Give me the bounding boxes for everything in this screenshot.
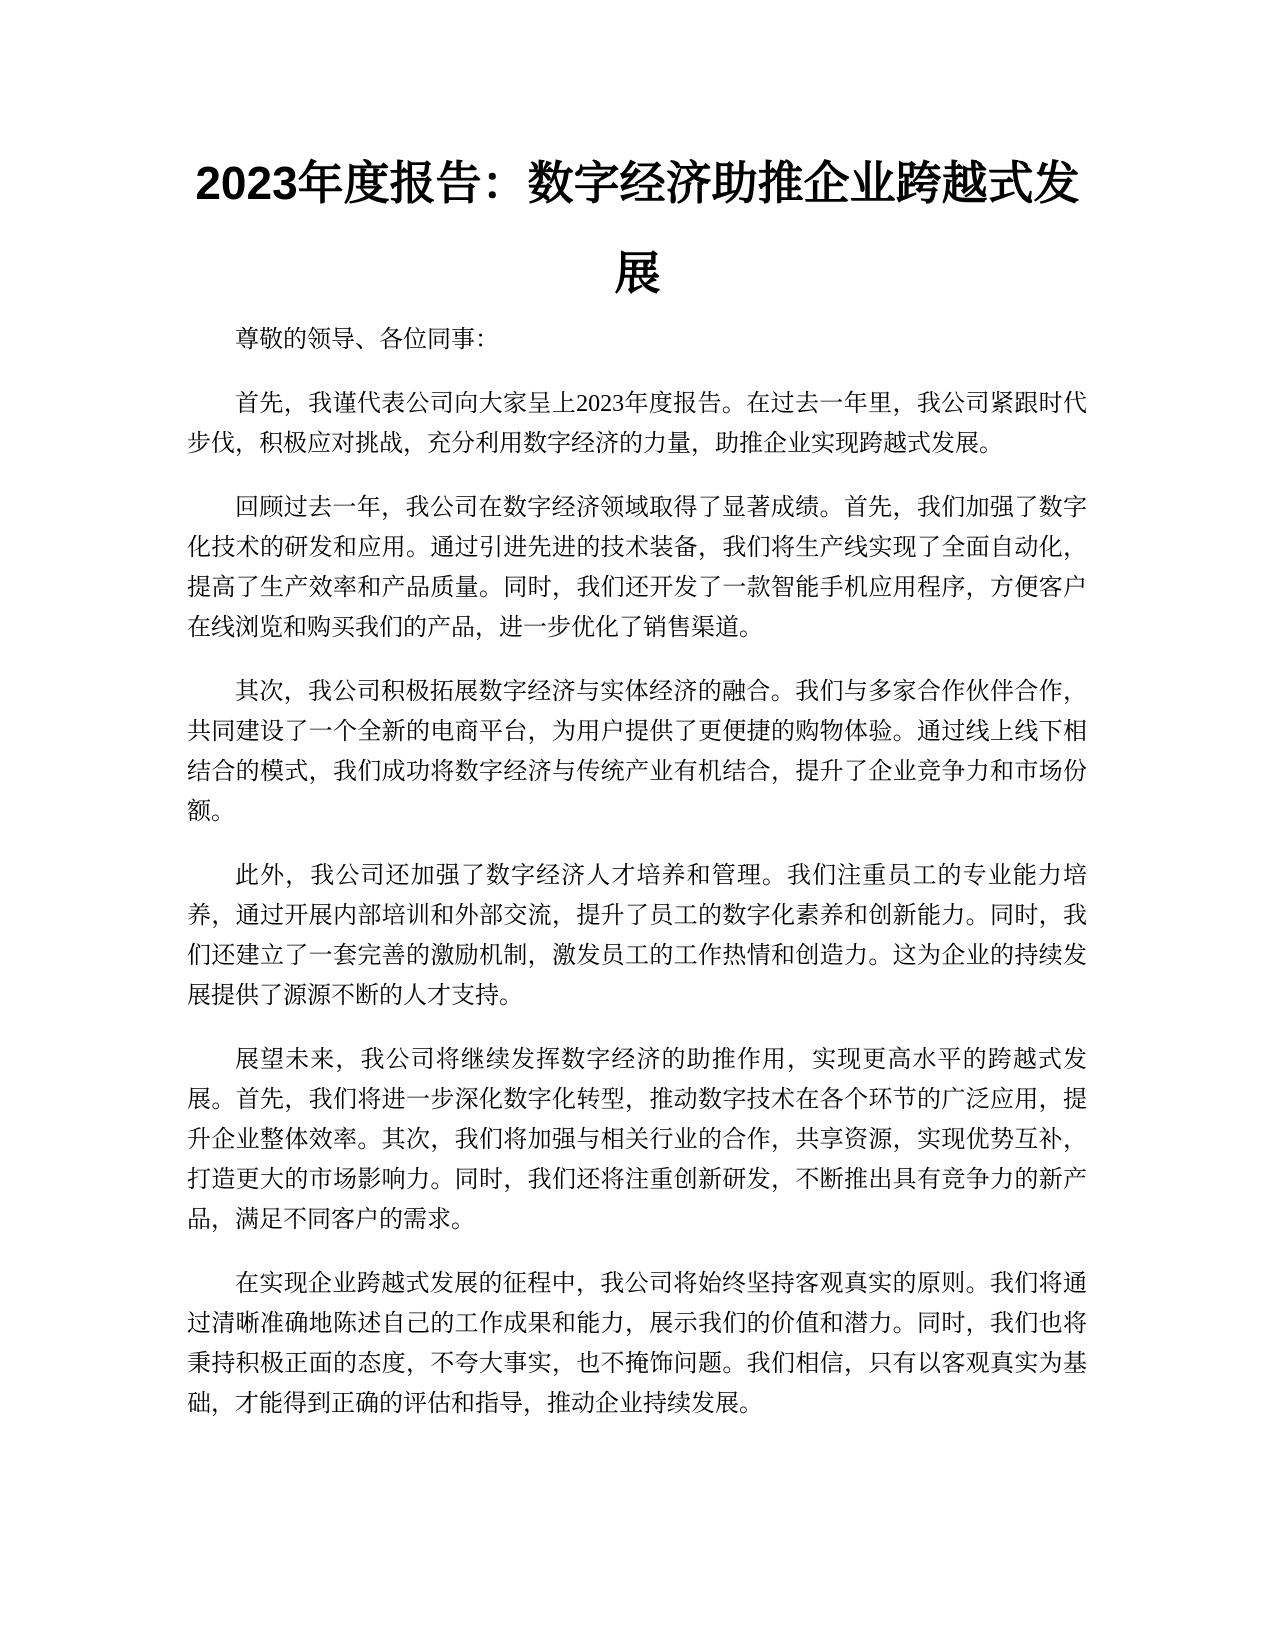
document-title: 2023年度报告：数字经济助推企业跨越式发展 [195, 157, 1080, 299]
document-body [187, 320, 1087, 1448]
salutation: 尊敬的领导、各位同事： [235, 327, 499, 353]
paragraph-2: 回顾过去一年，我公司在数字经济领域取得了显著成绩。首先，我们加强了数字化技术的研发和应用。通过引进先进的技术装备，我们将生产线实现了全面自动化，提高了生产效率和产品质量。同时，我们还开发了一款智能手机应用程序，方便客户在线浏览和购买我们的产品，进一步优化了销售渠道。 [187, 495, 1087, 641]
paragraph-6: 在实现企业跨越式发展的征程中，我公司将始终坚持客观真实的原则。我们将通过清晰准确地陈述自己的工作成果和能力，展示我们的价值和潜力。同时，我们也将秉持积极正面的态度，不夸大事实，也不掩饰问题。我们相信，只有以客观真实为基础，才能得到正确的评估和指导，推动企业持续发展。 [187, 1271, 1087, 1417]
paragraph-4: 此外，我公司还加强了数字经济人才培养和管理。我们注重员工的专业能力培养，通过开展内部培训和外部交流，提升了员工的数字化素养和创新能力。同时，我们还建立了一套完善的激励机制，激发员工的工作热情和创造力。这为企业的持续发展提供了源源不断的人才支持。 [187, 863, 1087, 1009]
paragraph-1: 首先，我谨代表公司向大家呈上2023年度报告。在过去一年里，我公司紧跟时代步伐，积极应对挑战，充分利用数字经济的力量，助推企业实现跨越式发展。 [187, 391, 1087, 457]
paragraph-5: 展望未来，我公司将继续发挥数字经济的助推作用，实现更高水平的跨越式发展。首先，我们将进一步深化数字化转型，推动数字技术在各个环节的广泛应用，提升企业整体效率。其次，我们将加强与相关行业的合作，共享资源，实现优势互补，打造更大的市场影响力。同时，我们还将注重创新研发，不断推出具有竞争力的新产品，满足不同客户的需求。 [187, 1047, 1087, 1233]
paragraph-3: 其次，我公司积极拓展数字经济与实体经济的融合。我们与多家合作伙伴合作，共同建设了一个全新的电商平台，为用户提供了更便捷的购物体验。通过线上线下相结合的模式，我们成功将数字经济与传统产业有机结合，提升了企业竞争力和市场份额。 [187, 679, 1087, 825]
